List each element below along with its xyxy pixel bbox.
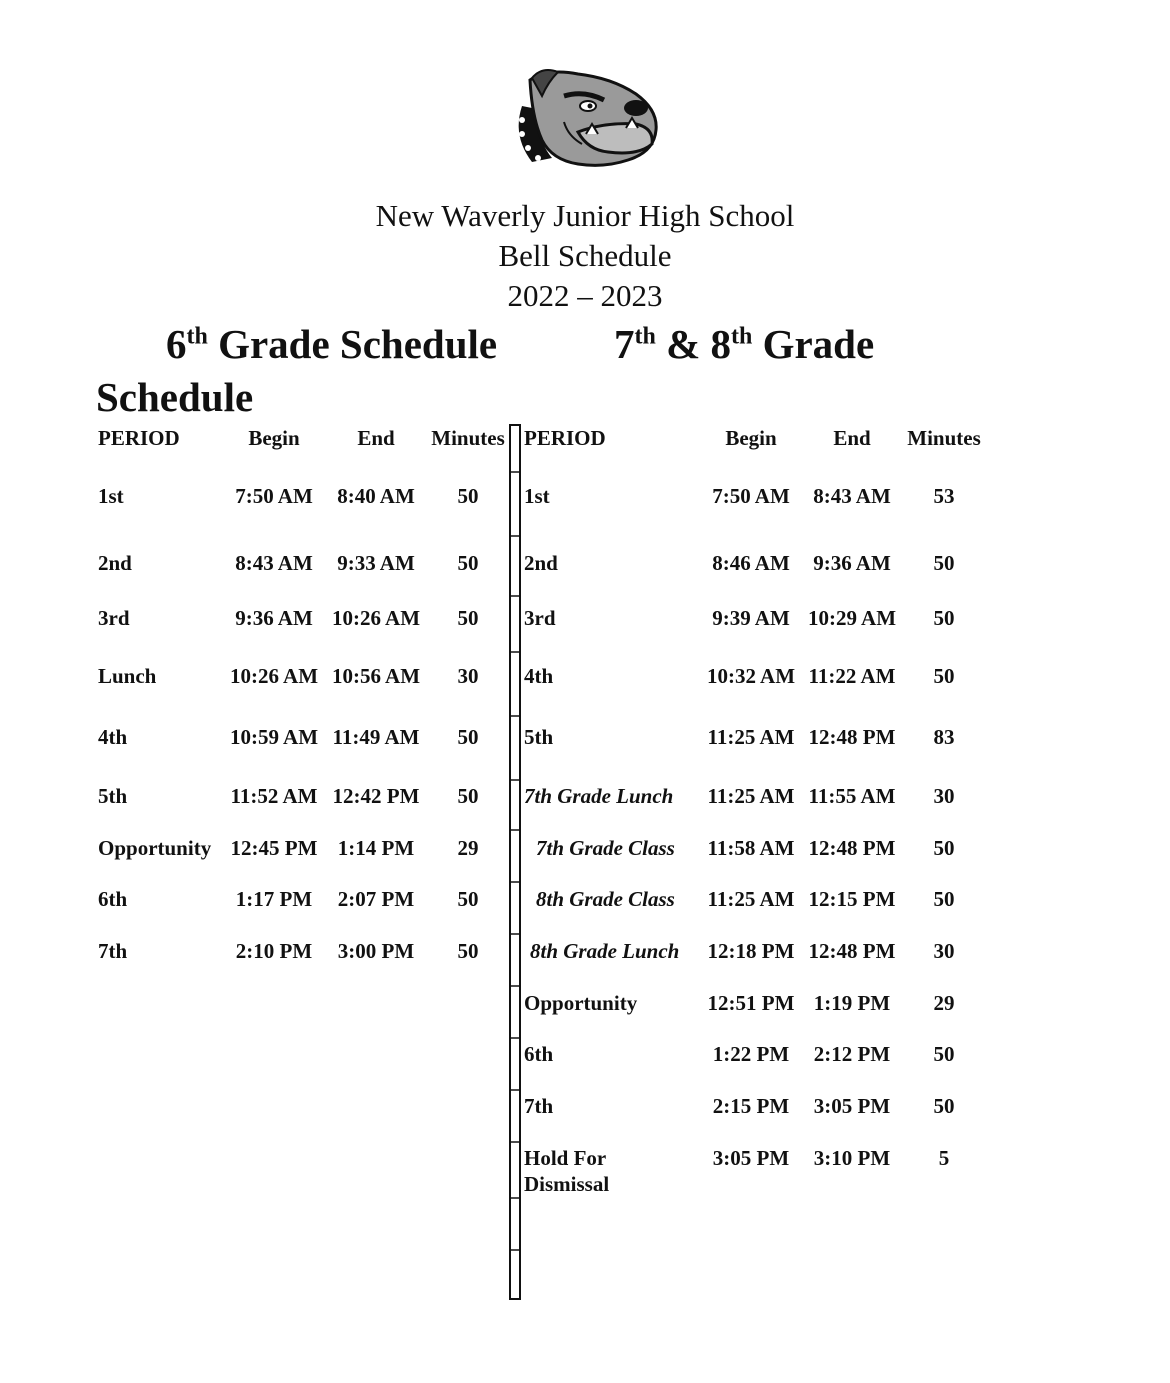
begin-cell: 2:10 PM [235, 939, 313, 963]
column-divider [509, 424, 521, 1300]
upper-col-header-begin: Begin [725, 426, 777, 450]
minutes-cell: 50 [457, 784, 479, 808]
period-cell: Opportunity [524, 991, 638, 1015]
begin-cell: 7:50 AM [235, 484, 313, 508]
begin-cell: 9:36 AM [235, 606, 313, 630]
end-cell: 11:22 AM [808, 664, 896, 688]
period-cell: 3rd [98, 606, 130, 630]
period-cell: 8th Grade Lunch [530, 939, 680, 963]
end-cell: 1:14 PM [337, 836, 415, 860]
end-cell: 9:33 AM [337, 551, 415, 575]
sixth-col-header-period: PERIOD [98, 426, 180, 450]
end-cell: 1:19 PM [813, 991, 891, 1015]
begin-cell: 11:25 AM [707, 725, 795, 749]
begin-cell: 1:22 PM [712, 1042, 790, 1066]
document-title: Bell Schedule [498, 238, 672, 273]
begin-cell: 11:58 AM [707, 836, 795, 860]
period-cell: 7th Grade Lunch [524, 784, 674, 808]
minutes-cell: 50 [933, 836, 955, 860]
minutes-cell: 29 [457, 836, 479, 860]
end-cell: 12:48 PM [808, 939, 896, 963]
end-cell: 10:29 AM [807, 606, 897, 630]
end-cell: 12:42 PM [332, 784, 420, 808]
end-cell: 3:00 PM [337, 939, 415, 963]
end-cell: 3:10 PM [813, 1146, 891, 1170]
minutes-cell: 50 [457, 939, 479, 963]
begin-cell: 8:43 AM [235, 551, 313, 575]
seventh-eighth-grade-title-wrap: Schedule [96, 374, 254, 420]
minutes-cell: 50 [457, 887, 479, 911]
end-cell: 12:48 PM [808, 725, 896, 749]
end-cell: 8:43 AM [813, 484, 891, 508]
period-cell: Lunch [98, 664, 157, 688]
period-cell: 8th Grade Class [536, 887, 675, 911]
begin-cell: 11:25 AM [707, 784, 795, 808]
minutes-cell: 29 [933, 991, 955, 1015]
upper-col-header-end: End [833, 426, 871, 450]
period-cell: Opportunity [98, 836, 212, 860]
begin-cell: 3:05 PM [712, 1146, 790, 1170]
period-cell: 4th [524, 664, 554, 688]
minutes-cell: 50 [933, 606, 955, 630]
end-cell: 3:05 PM [813, 1094, 891, 1118]
end-cell: 12:48 PM [808, 836, 896, 860]
period-cell: 2nd [524, 551, 558, 575]
minutes-cell: 50 [457, 484, 479, 508]
minutes-cell: 50 [933, 887, 955, 911]
begin-cell: 11:25 AM [707, 887, 795, 911]
period-cell-line2: Dismissal [524, 1172, 610, 1196]
begin-cell: 1:17 PM [235, 887, 313, 911]
begin-cell: 12:45 PM [230, 836, 318, 860]
minutes-cell: 50 [933, 1094, 955, 1118]
begin-cell: 12:51 PM [707, 991, 795, 1015]
sixth-grade-title: 6th Grade Schedule [166, 321, 498, 367]
begin-cell: 7:50 AM [712, 484, 790, 508]
minutes-cell: 50 [457, 551, 479, 575]
school-name: New Waverly Junior High School [375, 198, 795, 233]
period-cell: 4th [98, 725, 128, 749]
sixth-col-header-end: End [357, 426, 395, 450]
period-cell: 1st [524, 484, 550, 508]
period-cell: Hold For [524, 1146, 607, 1170]
begin-cell: 10:59 AM [229, 725, 319, 749]
end-cell: 11:55 AM [808, 784, 896, 808]
end-cell: 9:36 AM [813, 551, 891, 575]
end-cell: 12:15 PM [808, 887, 896, 911]
begin-cell: 10:26 AM [229, 664, 319, 688]
school-year: 2022 – 2023 [507, 278, 663, 313]
end-cell: 2:07 PM [337, 887, 415, 911]
minutes-cell: 53 [933, 484, 955, 508]
upper-col-header-period: PERIOD [524, 426, 606, 450]
begin-cell: 9:39 AM [712, 606, 790, 630]
seventh-eighth-grade-title: 7th & 8th Grade [614, 321, 875, 367]
period-cell: 2nd [98, 551, 132, 575]
minutes-cell: 83 [933, 725, 955, 749]
begin-cell: 8:46 AM [712, 551, 790, 575]
sixth-col-header-begin: Begin [248, 426, 300, 450]
bulldog-mascot-icon [508, 66, 666, 174]
begin-cell: 2:15 PM [712, 1094, 790, 1118]
end-cell: 10:26 AM [331, 606, 421, 630]
begin-cell: 10:32 AM [706, 664, 796, 688]
period-cell: 7th [524, 1094, 554, 1118]
period-cell: 3rd [524, 606, 556, 630]
end-cell: 2:12 PM [813, 1042, 891, 1066]
minutes-cell: 5 [938, 1146, 950, 1170]
minutes-cell: 50 [933, 664, 955, 688]
period-cell: 1st [98, 484, 124, 508]
begin-cell: 11:52 AM [230, 784, 318, 808]
end-cell: 8:40 AM [337, 484, 415, 508]
period-cell: 5th [524, 725, 554, 749]
upper-col-header-minutes: Minutes [907, 426, 981, 450]
minutes-cell: 50 [457, 725, 479, 749]
period-cell: 6th [98, 887, 128, 911]
minutes-cell: 50 [933, 551, 955, 575]
minutes-cell: 50 [933, 1042, 955, 1066]
minutes-cell: 50 [457, 606, 479, 630]
end-cell: 11:49 AM [332, 725, 420, 749]
period-cell: 7th Grade Class [536, 836, 675, 860]
end-cell: 10:56 AM [331, 664, 421, 688]
minutes-cell: 30 [933, 784, 955, 808]
period-cell: 5th [98, 784, 128, 808]
minutes-cell: 30 [933, 939, 955, 963]
period-cell: 7th [98, 939, 128, 963]
sixth-col-header-minutes: Minutes [431, 426, 505, 450]
period-cell: 6th [524, 1042, 554, 1066]
minutes-cell: 30 [457, 664, 479, 688]
begin-cell: 12:18 PM [707, 939, 795, 963]
